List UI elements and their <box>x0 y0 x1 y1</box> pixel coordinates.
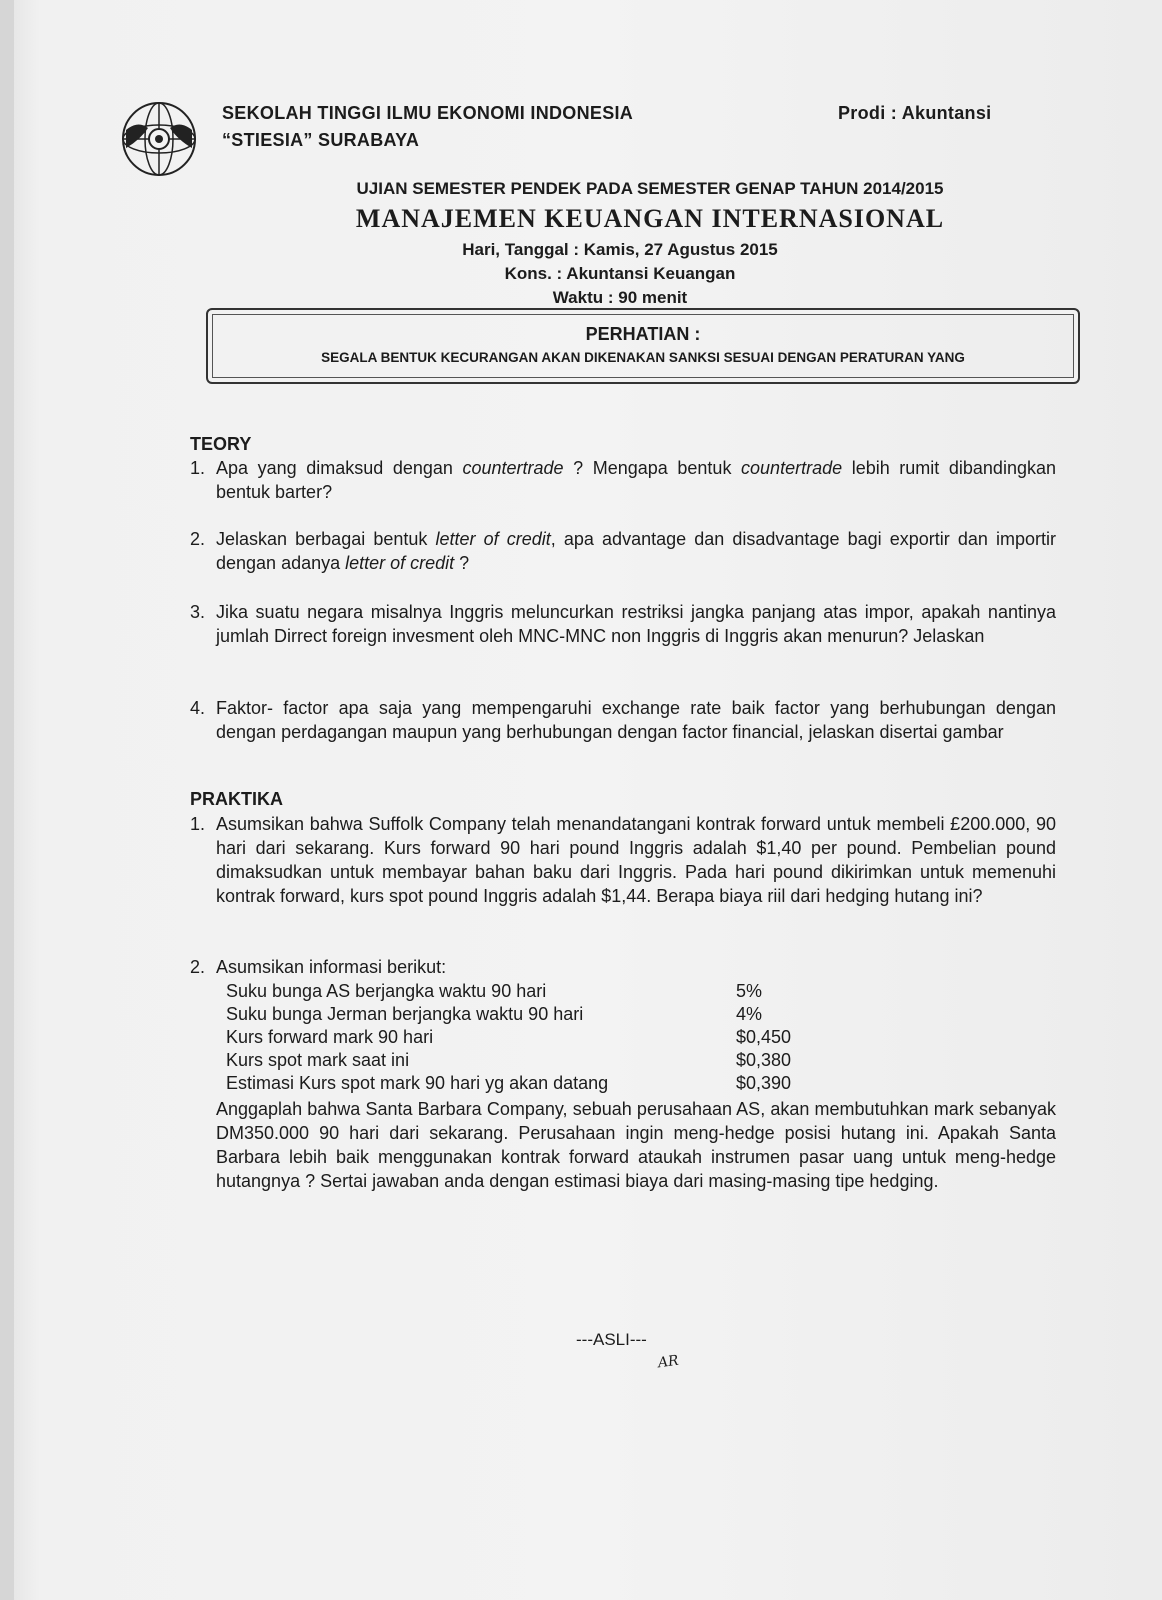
initials-handwritten: AR <box>656 1352 680 1372</box>
info-value: $0,390 <box>736 1073 792 1093</box>
exam-duration: Waktu : 90 menit <box>552 288 688 307</box>
info-row <box>226 1049 806 1072</box>
info-label: Suku bunga AS berjangka waktu 90 hari <box>226 981 547 1001</box>
practice-question-1 <box>190 812 1056 908</box>
institution-name: SEKOLAH TINGGI ILMU EKONOMI INDONESIA <box>222 103 634 123</box>
question-number: 2. <box>190 957 206 977</box>
original-mark: ---ASLI--- <box>576 1330 647 1349</box>
info-label: Suku bunga Jerman berjangka waktu 90 hari <box>226 1004 584 1024</box>
school-logo <box>118 100 200 178</box>
theory-question-4 <box>190 696 1056 744</box>
question-number: 3. <box>190 602 206 622</box>
konsentrasi: Kons. : Akuntansi Keuangan <box>504 264 736 283</box>
notice-box <box>206 308 1080 384</box>
question-text: Jelaskan berbagai bentuk letter of credit, apa advantage dan disadvantage bagi exportir dan importir dengan adanya letter of credit ? <box>216 529 1057 573</box>
institution-short: “STIESIA” SURABAYA <box>222 130 420 150</box>
question-number: 2. <box>190 529 206 549</box>
info-row <box>226 1003 806 1026</box>
info-value: 4% <box>736 1004 763 1024</box>
practice-heading: PRAKTIKA <box>190 789 283 809</box>
question-text: Jika suatu negara misalnya Inggris meluncurkan restriksi jangka panjang atas impor, apakah nantinya jumlah Dirrect foreign invesment oleh MNC-MNC non Inggris di Inggris akan menurun? Jelaskan <box>216 602 1056 646</box>
question-text: Anggaplah bahwa Santa Barbara Company, sebuah perusahaan AS, akan membutuhkan mark sebanyak DM350.000 90 hari dari sekarang. Perusahaan ingin meng-hedge posisi hutang ini. Apakah Santa Barbara lebih baik menggunakan kontrak forward ataukah instrumen pasar uang untuk meng-hedge hutangnya ? Sertai jawaban anda dengan estimasi biaya dari masing-masing tipe hedging. <box>216 1099 1056 1191</box>
info-row <box>226 980 806 1003</box>
prodi-label: Prodi : Akuntansi <box>838 103 992 123</box>
theory-question-2 <box>190 527 1056 575</box>
question-number: 4. <box>190 698 206 718</box>
question-text: Asumsikan bahwa Suffolk Company telah menandatangani kontrak forward untuk membeli £200.000, 90 hari dari sekarang. Kurs forward 90 hari pound Inggris adalah $1,40 per pound. Pembelian pound dimaksudkan untuk membayar bahan baku dari Inggris. Pada hari pound dikirimkan untuk memenuhi kontrak forward, kurs spot pound Inggris adalah $1,44. Berapa biaya riil dari hedging hutang ini? <box>216 814 1056 906</box>
question-intro: Asumsikan informasi berikut: <box>216 957 447 977</box>
practice-question-2-body <box>216 1097 1056 1193</box>
info-label: Kurs forward mark 90 hari <box>226 1027 434 1047</box>
info-row <box>226 1026 806 1049</box>
theory-heading: TEORY <box>190 434 252 454</box>
info-label: Estimasi Kurs spot mark 90 hari yg akan datang <box>226 1073 609 1093</box>
theory-question-3 <box>190 600 1056 648</box>
info-value: $0,450 <box>736 1027 792 1047</box>
info-row <box>226 1072 806 1095</box>
notice-text: SEGALA BENTUK KECURANGAN AKAN DIKENAKAN SANKSI SESUAI DENGAN PERATURAN YANG <box>321 350 965 365</box>
notice-title: PERHATIAN : <box>585 324 701 344</box>
info-label: Kurs spot mark saat ini <box>226 1050 410 1070</box>
question-number: 1. <box>190 814 206 834</box>
question-text: Apa yang dimaksud dengan countertrade ? Mengapa bentuk countertrade lebih rumit dibandingkan bentuk barter? <box>216 458 1056 502</box>
question-text: Faktor- factor apa saja yang mempengaruhi exchange rate baik factor yang berhubungan dengan dengan perdagangan maupun yang berhubungan dengan factor financial, jelaskan disertai gambar <box>216 698 1056 742</box>
course-title: MANAJEMEN KEUANGAN INTERNASIONAL <box>355 204 945 233</box>
question-number: 1. <box>190 458 206 478</box>
theory-question-1 <box>190 456 1056 504</box>
exam-title-line: UJIAN SEMESTER PENDEK PADA SEMESTER GENAP TAHUN 2014/2015 <box>356 179 944 198</box>
exam-date: Hari, Tanggal : Kamis, 27 Agustus 2015 <box>462 240 778 259</box>
practice-question-2 <box>190 955 1056 979</box>
info-value: $0,380 <box>736 1050 792 1070</box>
info-value: 5% <box>736 981 763 1001</box>
